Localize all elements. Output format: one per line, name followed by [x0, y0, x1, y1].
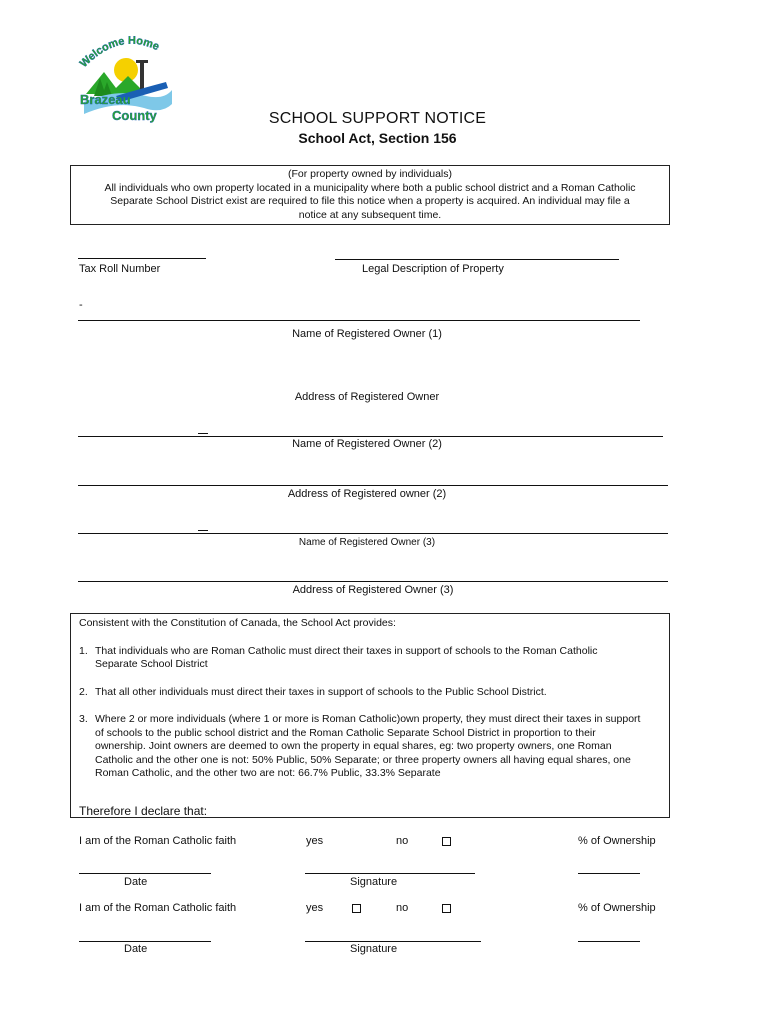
provision-number: 1. — [79, 644, 88, 657]
ownership-label-2: % of Ownership — [578, 902, 656, 914]
provision-text: That individuals who are Roman Catholic must direct their taxes in support of schools to the Roman Catholic Separate School District — [95, 644, 598, 670]
date-label-2: Date — [124, 943, 148, 955]
intro-line: notice at any subsequent time. — [298, 208, 442, 221]
yes-label-1: yes — [306, 835, 324, 847]
logo-name-line1: Brazeau — [80, 92, 131, 107]
page-title: SCHOOL SUPPORT NOTICE — [268, 110, 487, 127]
owner3-name-input-line[interactable] — [78, 533, 668, 534]
date-input-line-1[interactable] — [79, 873, 211, 874]
tax-roll-label: Tax Roll Number — [79, 263, 161, 275]
ownership-input-line-2[interactable] — [578, 941, 640, 942]
declaration-heading: Therefore I declare that: — [79, 804, 208, 818]
no-label-2: no — [396, 902, 409, 914]
no-checkbox-1[interactable] — [442, 837, 451, 846]
no-checkbox-2[interactable] — [442, 904, 451, 913]
legal-description-label: Legal Description of Property — [362, 263, 504, 275]
page-subtitle: School Act, Section 156 — [298, 130, 457, 146]
date-input-line-2[interactable] — [79, 941, 211, 942]
provision-text: Where 2 or more individuals (where 1 or more is Roman Catholic)own property, they must direct their taxes in support of schools to the public school district and the Roman Catholic Separate School District in proportion to their ownership. Joint owners are deemed to own the property in equal shares, eg: two property owners, one Roman Catholic and the other one is not: 50% Public, 50% Separate; or three property owners all having equal shares, one Roman Catholic, and the other two are not: 66.7% Public, 33.3% Separate — [95, 713, 641, 779]
school-act-provisions-box — [70, 613, 670, 818]
provision-item — [79, 686, 661, 700]
provisions-list — [79, 645, 661, 781]
legal-description-input-line[interactable] — [335, 259, 619, 260]
ownership-label-1: % of Ownership — [578, 835, 656, 847]
underscore-mark — [198, 530, 208, 531]
intro-line: (For property owned by individuals) — [288, 168, 452, 180]
provisions-intro: Consistent with the Constitution of Canada, the School Act provides: — [79, 617, 396, 629]
owner3-name-label: Name of Registered Owner (3) — [298, 537, 436, 548]
no-label-1: no — [396, 835, 409, 847]
yes-label-2: yes — [306, 902, 324, 914]
provision-text: That all other individuals must direct their taxes in support of schools to the Public School District. — [95, 685, 547, 698]
provision-number: 2. — [79, 685, 88, 698]
owner1-name-label: Name of Registered Owner (1) — [292, 328, 442, 340]
intro-line: All individuals who own property located in a municipality where both a public school district and a Roman Catholic — [104, 181, 636, 194]
signature-label-1: Signature — [350, 876, 398, 888]
logo-name-line2: County — [112, 108, 157, 123]
signature-input-line-1[interactable] — [305, 873, 475, 874]
owner3-address-label: Address of Registered Owner (3) — [292, 584, 454, 596]
intro-notice-box — [70, 165, 670, 225]
dash-mark: - — [79, 299, 83, 311]
tax-roll-input-line[interactable] — [78, 258, 206, 259]
date-label-1: Date — [124, 876, 148, 888]
owner1-address-input-line[interactable] — [78, 436, 663, 437]
signature-input-line-2[interactable] — [305, 941, 481, 942]
intro-line: Separate School District exist are required to file this notice when a property is acquired. An individual may file a — [110, 195, 630, 207]
owner2-address-label: Address of Registered owner (2) — [287, 488, 447, 500]
owner1-address-label: Address of Registered Owner — [294, 391, 440, 403]
ownership-input-line-1[interactable] — [578, 873, 640, 874]
owner1-name-input-line[interactable] — [78, 320, 640, 321]
provision-number: 3. — [79, 713, 88, 725]
faith-label-1: I am of the Roman Catholic faith — [79, 835, 237, 847]
provision-item — [79, 645, 661, 672]
faith-label-2: I am of the Roman Catholic faith — [79, 902, 237, 914]
provision-item — [79, 713, 661, 781]
logo-arc-text: Welcome Home — [77, 34, 162, 70]
owner2-name-label: Name of Registered Owner (2) — [292, 438, 442, 450]
owner2-address-input-line[interactable] — [78, 485, 668, 486]
signature-label-2: Signature — [350, 943, 398, 955]
underscore-mark — [198, 433, 208, 434]
owner3-address-input-line[interactable] — [78, 581, 668, 582]
yes-checkbox-2[interactable] — [352, 904, 361, 913]
